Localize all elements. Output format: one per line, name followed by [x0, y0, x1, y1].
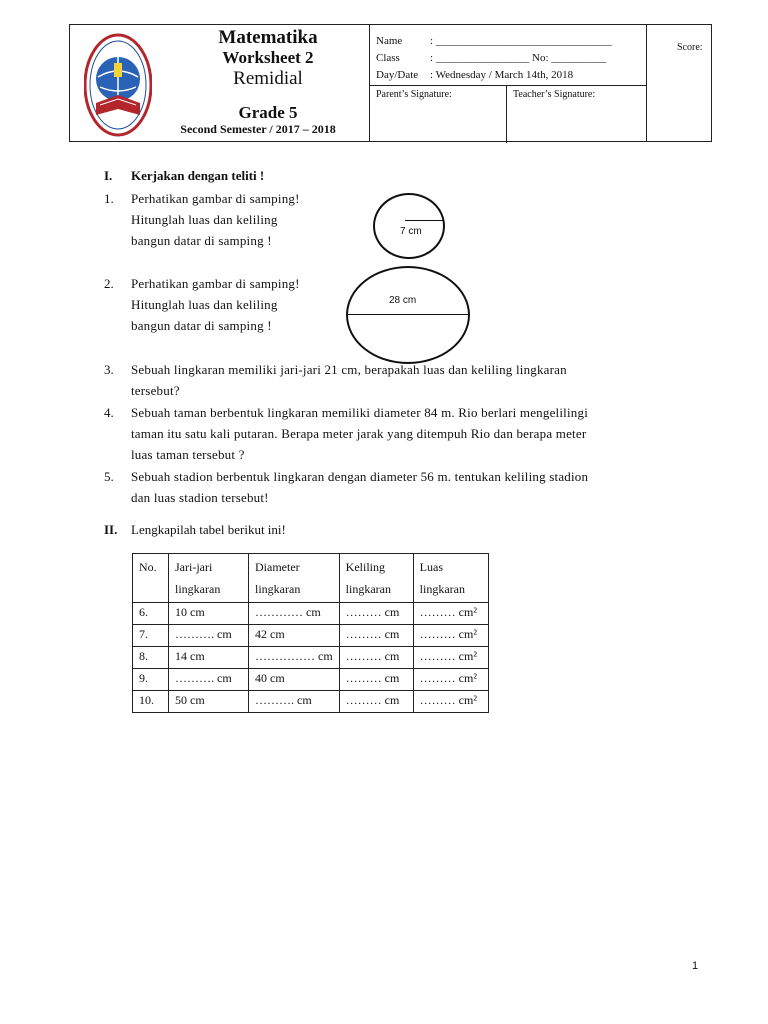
table-cell: ……… cm: [339, 691, 413, 713]
table-cell: 9.: [133, 669, 169, 691]
table-cell: ……… cm²: [413, 625, 488, 647]
q4-number: 4.: [104, 405, 114, 420]
class-value: : _________________ No: __________: [430, 52, 607, 64]
header-perimeter: Keliling lingkaran: [339, 554, 413, 603]
signature-row: [370, 85, 646, 143]
q4-line-2: taman itu satu kali putaran. Berapa meter jarak yang ditempuh Rio dan berapa meter: [131, 426, 587, 441]
parent-signature: Parent’s Signature:: [370, 86, 507, 143]
header-diameter: Diameter lingkaran: [249, 554, 340, 603]
table-cell: 50 cm: [169, 691, 249, 713]
q1-line-1: Perhatikan gambar di samping!: [131, 191, 300, 206]
table-row: [133, 669, 489, 691]
q5-line-1: Sebuah stadion berbentuk lingkaran dengan diameter 56 m. tentukan keliling stadion: [131, 469, 589, 484]
name-line: [376, 35, 612, 47]
table-row: [133, 603, 489, 625]
table-cell: 40 cm: [249, 669, 340, 691]
q2-line-2: Hitunglah luas dan keliling: [131, 297, 278, 312]
page-number: 1: [692, 960, 699, 972]
small-circle-radius: [405, 220, 443, 221]
worksheet-title: Worksheet 2: [222, 48, 314, 67]
section-2-numeral: II.: [104, 522, 118, 537]
q2-line-3: bangun datar di samping !: [131, 318, 272, 333]
q1-line-2: Hitunglah luas dan keliling: [131, 212, 278, 227]
q4-line-1: Sebuah taman berbentuk lingkaran memiliki diameter 84 m. Rio berlari mengelilingi: [131, 405, 589, 420]
table-cell: 8.: [133, 647, 169, 669]
name-value: : ________________________________: [430, 35, 612, 47]
score-label: Score:: [677, 42, 703, 53]
table-cell: ………. cm: [169, 669, 249, 691]
table-row: [133, 625, 489, 647]
name-label: Name: [376, 35, 403, 47]
table-cell: ………. cm: [249, 691, 340, 713]
table-cell: ……… cm: [339, 647, 413, 669]
q3-number: 3.: [104, 362, 114, 377]
table-row: [133, 691, 489, 713]
table-cell: ……… cm²: [413, 691, 488, 713]
score-divider: [646, 25, 647, 142]
class-label: Class: [376, 52, 400, 64]
table-cell: 10 cm: [169, 603, 249, 625]
table-row: [133, 647, 489, 669]
q3-line-1: Sebuah lingkaran memiliki jari-jari 21 cm, berapakah luas dan keliling lingkaran: [131, 362, 567, 377]
title-block: [170, 27, 366, 137]
table-cell: 10.: [133, 691, 169, 713]
table-cell: ……… cm: [339, 669, 413, 691]
table-cell: ……… cm: [339, 625, 413, 647]
q2-line-1: Perhatikan gambar di samping!: [131, 276, 300, 291]
grade-title: Grade 5: [238, 103, 298, 122]
section-1-numeral: I.: [104, 168, 113, 183]
header-title-cell: [70, 25, 370, 141]
table-cell: ……… cm: [339, 603, 413, 625]
header-no: No.: [133, 554, 169, 603]
table-cell: ………… cm: [249, 603, 340, 625]
table-cell: 6.: [133, 603, 169, 625]
table-cell: ……… cm²: [413, 647, 488, 669]
semester-text: Second Semester / 2017 – 2018: [180, 122, 336, 136]
table-header-row: [133, 554, 489, 603]
worksheet-header: [69, 24, 712, 142]
table-cell: …………… cm: [249, 647, 340, 669]
table-cell: 7.: [133, 625, 169, 647]
date-line: [376, 69, 573, 81]
large-circle-label: 28 cm: [389, 295, 417, 306]
section-1-title: Kerjakan dengan teliti !: [131, 168, 265, 183]
small-circle-label: 7 cm: [400, 226, 422, 237]
teacher-signature: Teacher’s Signature:: [513, 89, 596, 100]
table-cell: ……… cm²: [413, 669, 488, 691]
date-label: Day/Date: [376, 69, 419, 81]
q4-line-3: luas taman tersebut ?: [131, 447, 245, 462]
class-line: [376, 52, 606, 64]
large-circle-figure: [346, 266, 470, 364]
date-value: : Wednesday / March 14th, 2018: [430, 69, 574, 81]
q5-line-2: dan luas stadion tersebut!: [131, 490, 269, 505]
header-radius: Jari-jari lingkaran: [169, 554, 249, 603]
section-2-title: Lengkapilah tabel berikut ini!: [131, 522, 286, 537]
circle-table: [132, 553, 489, 713]
q5-number: 5.: [104, 469, 114, 484]
q1-number: 1.: [104, 191, 114, 206]
table-cell: 14 cm: [169, 647, 249, 669]
header-area: Luas lingkaran: [413, 554, 488, 603]
table-cell: 42 cm: [249, 625, 340, 647]
table-cell: ………. cm: [169, 625, 249, 647]
remedial-title: Remidial: [233, 68, 303, 89]
large-circle-diameter: [348, 314, 468, 315]
subject-title: Matematika: [218, 27, 318, 48]
q3-line-2: tersebut?: [131, 383, 180, 398]
q2-number: 2.: [104, 276, 114, 291]
q1-line-3: bangun datar di samping !: [131, 233, 272, 248]
header-info-cell: [370, 25, 715, 141]
table-cell: ……… cm²: [413, 603, 488, 625]
